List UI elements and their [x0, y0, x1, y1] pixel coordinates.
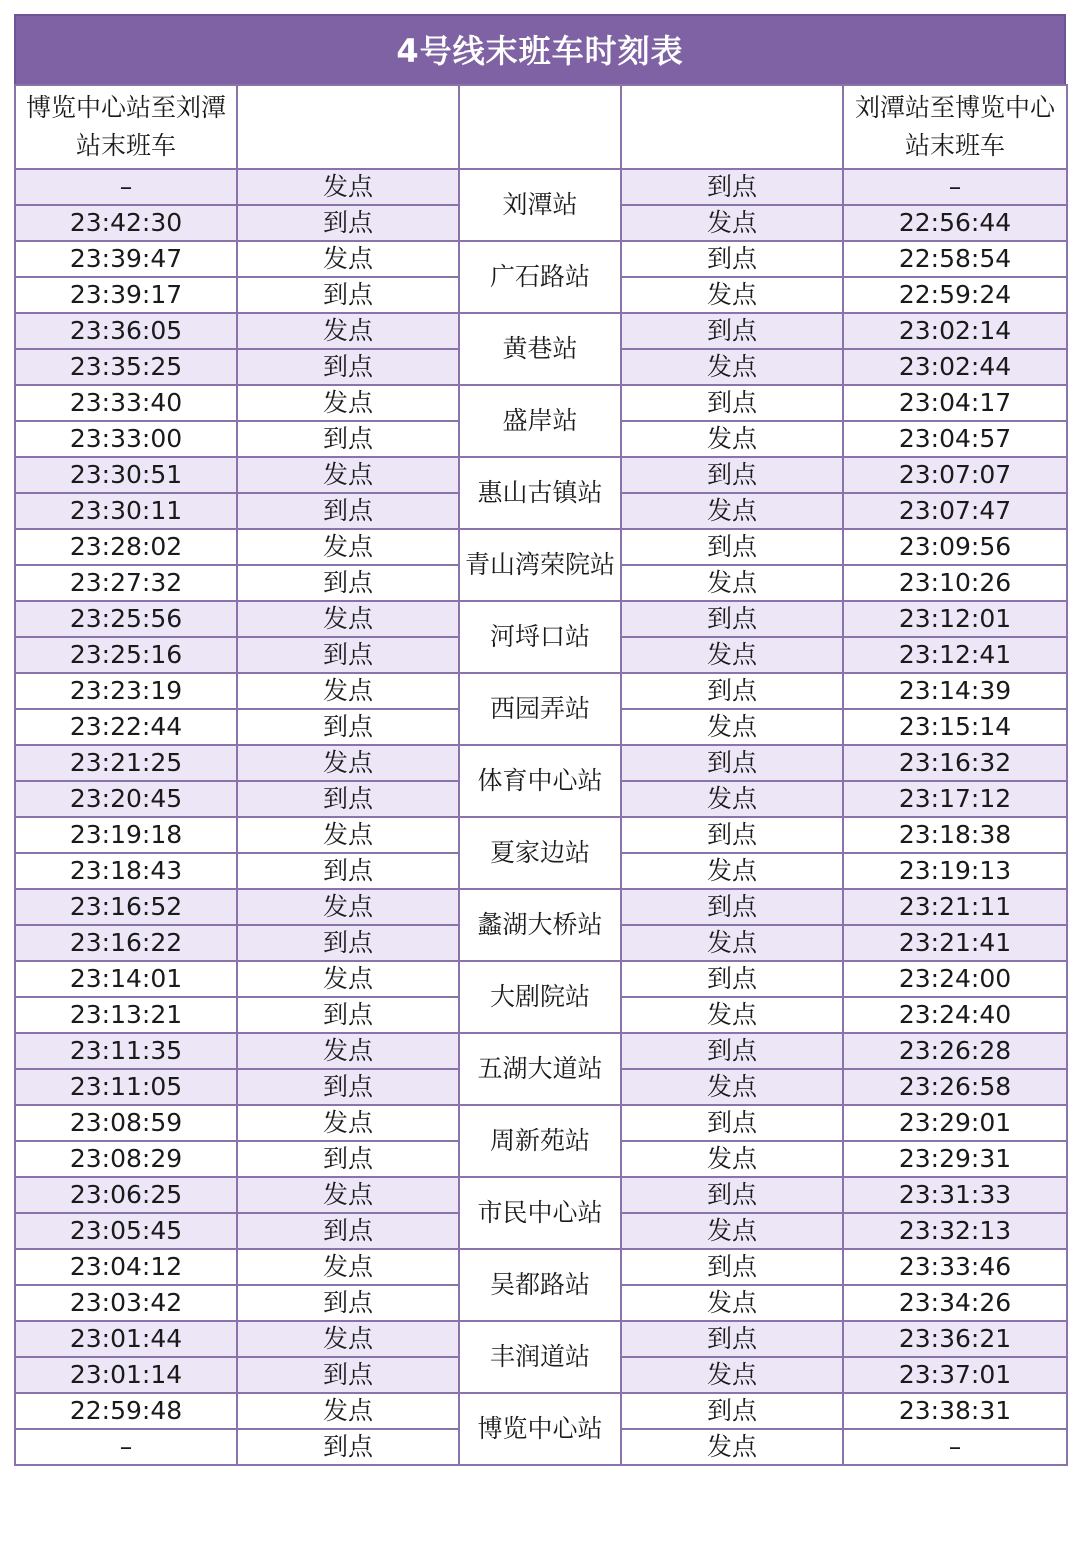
table-row: [15, 1033, 1067, 1069]
station-name: 黄巷站: [459, 313, 621, 385]
left-time-cell: 23:39:17: [15, 277, 237, 313]
left-type-cell: 到点: [237, 1069, 459, 1105]
table-row: [15, 745, 1067, 781]
left-type-cell: 到点: [237, 637, 459, 673]
right-time-cell: 23:18:38: [843, 817, 1067, 853]
left-type-cell: 发点: [237, 1177, 459, 1213]
right-type-cell: 到点: [621, 1033, 843, 1069]
left-time-cell: 23:35:25: [15, 349, 237, 385]
left-time-cell: 23:08:29: [15, 1141, 237, 1177]
left-type-cell: 到点: [237, 1141, 459, 1177]
right-type-cell: 到点: [621, 817, 843, 853]
table-row: [15, 385, 1067, 421]
left-time-cell: 23:16:52: [15, 889, 237, 925]
left-time-cell: 23:27:32: [15, 565, 237, 601]
right-time-cell: 22:58:54: [843, 241, 1067, 277]
right-time-cell: 23:21:11: [843, 889, 1067, 925]
table-row: [15, 457, 1067, 493]
station-name: 吴都路站: [459, 1249, 621, 1321]
right-type-cell: 到点: [621, 961, 843, 997]
left-time-cell: 23:30:51: [15, 457, 237, 493]
right-time-cell: 23:37:01: [843, 1357, 1067, 1393]
left-time-cell: 23:25:16: [15, 637, 237, 673]
left-time-cell: 23:21:25: [15, 745, 237, 781]
left-time-cell: 23:01:14: [15, 1357, 237, 1393]
header-empty-cell: [237, 85, 459, 169]
station-name: 青山湾荣院站: [459, 529, 621, 601]
left-type-cell: 发点: [237, 817, 459, 853]
left-time-cell: 23:11:05: [15, 1069, 237, 1105]
table-row: [15, 961, 1067, 997]
left-type-cell: 发点: [237, 745, 459, 781]
left-time-cell: 23:06:25: [15, 1177, 237, 1213]
right-time-cell: 23:14:39: [843, 673, 1067, 709]
left-type-cell: 发点: [237, 673, 459, 709]
right-type-cell: 到点: [621, 1321, 843, 1357]
right-type-cell: 发点: [621, 421, 843, 457]
table-row: [15, 241, 1067, 277]
right-time-cell: 23:26:58: [843, 1069, 1067, 1105]
right-time-cell: 23:04:57: [843, 421, 1067, 457]
left-time-cell: –: [15, 169, 237, 205]
left-time-cell: 23:01:44: [15, 1321, 237, 1357]
right-time-cell: 23:09:56: [843, 529, 1067, 565]
right-type-cell: 到点: [621, 529, 843, 565]
left-time-cell: 23:28:02: [15, 529, 237, 565]
right-type-cell: 到点: [621, 889, 843, 925]
right-type-cell: 发点: [621, 1069, 843, 1105]
left-time-cell: 23:25:56: [15, 601, 237, 637]
station-name: 刘潭站: [459, 169, 621, 241]
right-type-cell: 发点: [621, 1429, 843, 1465]
left-time-cell: 23:08:59: [15, 1105, 237, 1141]
right-type-cell: 发点: [621, 853, 843, 889]
right-time-cell: 23:31:33: [843, 1177, 1067, 1213]
left-time-cell: 23:42:30: [15, 205, 237, 241]
right-time-cell: 22:56:44: [843, 205, 1067, 241]
station-name: 西园弄站: [459, 673, 621, 745]
right-time-cell: 23:29:01: [843, 1105, 1067, 1141]
left-time-cell: 22:59:48: [15, 1393, 237, 1429]
left-time-cell: 23:39:47: [15, 241, 237, 277]
station-name: 蠡湖大桥站: [459, 889, 621, 961]
left-time-cell: 23:05:45: [15, 1213, 237, 1249]
left-type-cell: 发点: [237, 1393, 459, 1429]
left-type-cell: 到点: [237, 997, 459, 1033]
left-time-cell: 23:30:11: [15, 493, 237, 529]
schedule-table: [14, 84, 1068, 1466]
left-time-cell: 23:11:35: [15, 1033, 237, 1069]
header-empty-cell: [621, 85, 843, 169]
page-title: 4号线末班车时刻表: [14, 14, 1066, 84]
left-time-cell: 23:20:45: [15, 781, 237, 817]
left-type-cell: 到点: [237, 205, 459, 241]
left-type-cell: 到点: [237, 925, 459, 961]
right-type-cell: 发点: [621, 277, 843, 313]
right-type-cell: 发点: [621, 709, 843, 745]
left-type-cell: 发点: [237, 601, 459, 637]
left-type-cell: 到点: [237, 709, 459, 745]
table-row: [15, 1105, 1067, 1141]
left-type-cell: 发点: [237, 385, 459, 421]
right-time-cell: 23:04:17: [843, 385, 1067, 421]
right-type-cell: 发点: [621, 1357, 843, 1393]
station-name: 丰润道站: [459, 1321, 621, 1393]
header-row: [15, 85, 1067, 169]
right-time-cell: 23:10:26: [843, 565, 1067, 601]
left-time-cell: 23:16:22: [15, 925, 237, 961]
right-time-cell: 23:33:46: [843, 1249, 1067, 1285]
right-time-cell: 23:32:13: [843, 1213, 1067, 1249]
left-time-cell: 23:33:40: [15, 385, 237, 421]
right-type-cell: 到点: [621, 1105, 843, 1141]
left-time-cell: 23:22:44: [15, 709, 237, 745]
right-time-cell: 22:59:24: [843, 277, 1067, 313]
left-type-cell: 发点: [237, 1249, 459, 1285]
left-type-cell: 发点: [237, 169, 459, 205]
station-name: 周新苑站: [459, 1105, 621, 1177]
right-type-cell: 到点: [621, 241, 843, 277]
right-time-cell: 23:24:00: [843, 961, 1067, 997]
left-type-cell: 到点: [237, 493, 459, 529]
right-time-cell: 23:26:28: [843, 1033, 1067, 1069]
left-type-cell: 到点: [237, 565, 459, 601]
right-type-cell: 到点: [621, 385, 843, 421]
right-time-cell: 23:07:07: [843, 457, 1067, 493]
table-row: [15, 889, 1067, 925]
station-name: 体育中心站: [459, 745, 621, 817]
left-time-cell: 23:23:19: [15, 673, 237, 709]
station-name: 广石路站: [459, 241, 621, 313]
left-time-cell: 23:13:21: [15, 997, 237, 1033]
table-row: [15, 169, 1067, 205]
left-type-cell: 到点: [237, 421, 459, 457]
left-type-cell: 发点: [237, 457, 459, 493]
right-type-cell: 发点: [621, 925, 843, 961]
right-time-cell: –: [843, 169, 1067, 205]
right-type-cell: 发点: [621, 637, 843, 673]
left-type-cell: 发点: [237, 529, 459, 565]
table-row: [15, 817, 1067, 853]
right-time-cell: 23:07:47: [843, 493, 1067, 529]
table-row: [15, 1393, 1067, 1429]
left-time-cell: 23:19:18: [15, 817, 237, 853]
right-type-cell: 到点: [621, 169, 843, 205]
left-type-cell: 到点: [237, 1213, 459, 1249]
left-time-cell: –: [15, 1429, 237, 1465]
left-time-cell: 23:03:42: [15, 1285, 237, 1321]
right-type-cell: 到点: [621, 673, 843, 709]
station-name: 市民中心站: [459, 1177, 621, 1249]
station-name: 夏家边站: [459, 817, 621, 889]
right-time-cell: 23:02:44: [843, 349, 1067, 385]
right-time-cell: 23:19:13: [843, 853, 1067, 889]
right-type-cell: 发点: [621, 349, 843, 385]
right-time-cell: 23:15:14: [843, 709, 1067, 745]
right-type-cell: 发点: [621, 1141, 843, 1177]
right-time-cell: 23:24:40: [843, 997, 1067, 1033]
left-time-cell: 23:33:00: [15, 421, 237, 457]
right-time-cell: 23:36:21: [843, 1321, 1067, 1357]
left-time-cell: 23:14:01: [15, 961, 237, 997]
header-right-direction: 刘潭站至博览中心站末班车: [843, 85, 1067, 169]
right-time-cell: 23:21:41: [843, 925, 1067, 961]
right-type-cell: 发点: [621, 493, 843, 529]
station-name: 大剧院站: [459, 961, 621, 1033]
right-type-cell: 发点: [621, 781, 843, 817]
header-empty-cell: [459, 85, 621, 169]
right-time-cell: 23:29:31: [843, 1141, 1067, 1177]
right-type-cell: 发点: [621, 1285, 843, 1321]
table-row: [15, 601, 1067, 637]
left-type-cell: 发点: [237, 961, 459, 997]
right-type-cell: 发点: [621, 1213, 843, 1249]
left-type-cell: 发点: [237, 1105, 459, 1141]
left-time-cell: 23:36:05: [15, 313, 237, 349]
right-type-cell: 发点: [621, 565, 843, 601]
left-type-cell: 到点: [237, 781, 459, 817]
right-time-cell: 23:12:01: [843, 601, 1067, 637]
right-time-cell: –: [843, 1429, 1067, 1465]
left-time-cell: 23:04:12: [15, 1249, 237, 1285]
left-type-cell: 发点: [237, 1321, 459, 1357]
left-type-cell: 发点: [237, 313, 459, 349]
right-time-cell: 23:12:41: [843, 637, 1067, 673]
left-type-cell: 发点: [237, 1033, 459, 1069]
left-type-cell: 到点: [237, 1429, 459, 1465]
right-time-cell: 23:17:12: [843, 781, 1067, 817]
right-type-cell: 到点: [621, 1177, 843, 1213]
right-time-cell: 23:38:31: [843, 1393, 1067, 1429]
table-row: [15, 673, 1067, 709]
right-type-cell: 到点: [621, 313, 843, 349]
right-time-cell: 23:34:26: [843, 1285, 1067, 1321]
right-time-cell: 23:16:32: [843, 745, 1067, 781]
left-type-cell: 发点: [237, 241, 459, 277]
timetable: [14, 14, 1066, 1466]
table-row: [15, 1321, 1067, 1357]
right-time-cell: 23:02:14: [843, 313, 1067, 349]
left-type-cell: 到点: [237, 853, 459, 889]
right-type-cell: 发点: [621, 997, 843, 1033]
station-name: 盛岸站: [459, 385, 621, 457]
left-time-cell: 23:18:43: [15, 853, 237, 889]
right-type-cell: 到点: [621, 457, 843, 493]
right-type-cell: 到点: [621, 1249, 843, 1285]
table-row: [15, 529, 1067, 565]
station-name: 博览中心站: [459, 1393, 621, 1465]
right-type-cell: 到点: [621, 1393, 843, 1429]
station-name: 五湖大道站: [459, 1033, 621, 1105]
left-type-cell: 到点: [237, 277, 459, 313]
left-type-cell: 到点: [237, 349, 459, 385]
table-row: [15, 313, 1067, 349]
right-type-cell: 发点: [621, 205, 843, 241]
table-row: [15, 1177, 1067, 1213]
table-row: [15, 1249, 1067, 1285]
left-type-cell: 到点: [237, 1285, 459, 1321]
right-type-cell: 到点: [621, 745, 843, 781]
station-name: 惠山古镇站: [459, 457, 621, 529]
header-left-direction: 博览中心站至刘潭站末班车: [15, 85, 237, 169]
station-name: 河埒口站: [459, 601, 621, 673]
left-type-cell: 到点: [237, 1357, 459, 1393]
schedule-body: [15, 85, 1067, 1465]
left-type-cell: 发点: [237, 889, 459, 925]
right-type-cell: 到点: [621, 601, 843, 637]
